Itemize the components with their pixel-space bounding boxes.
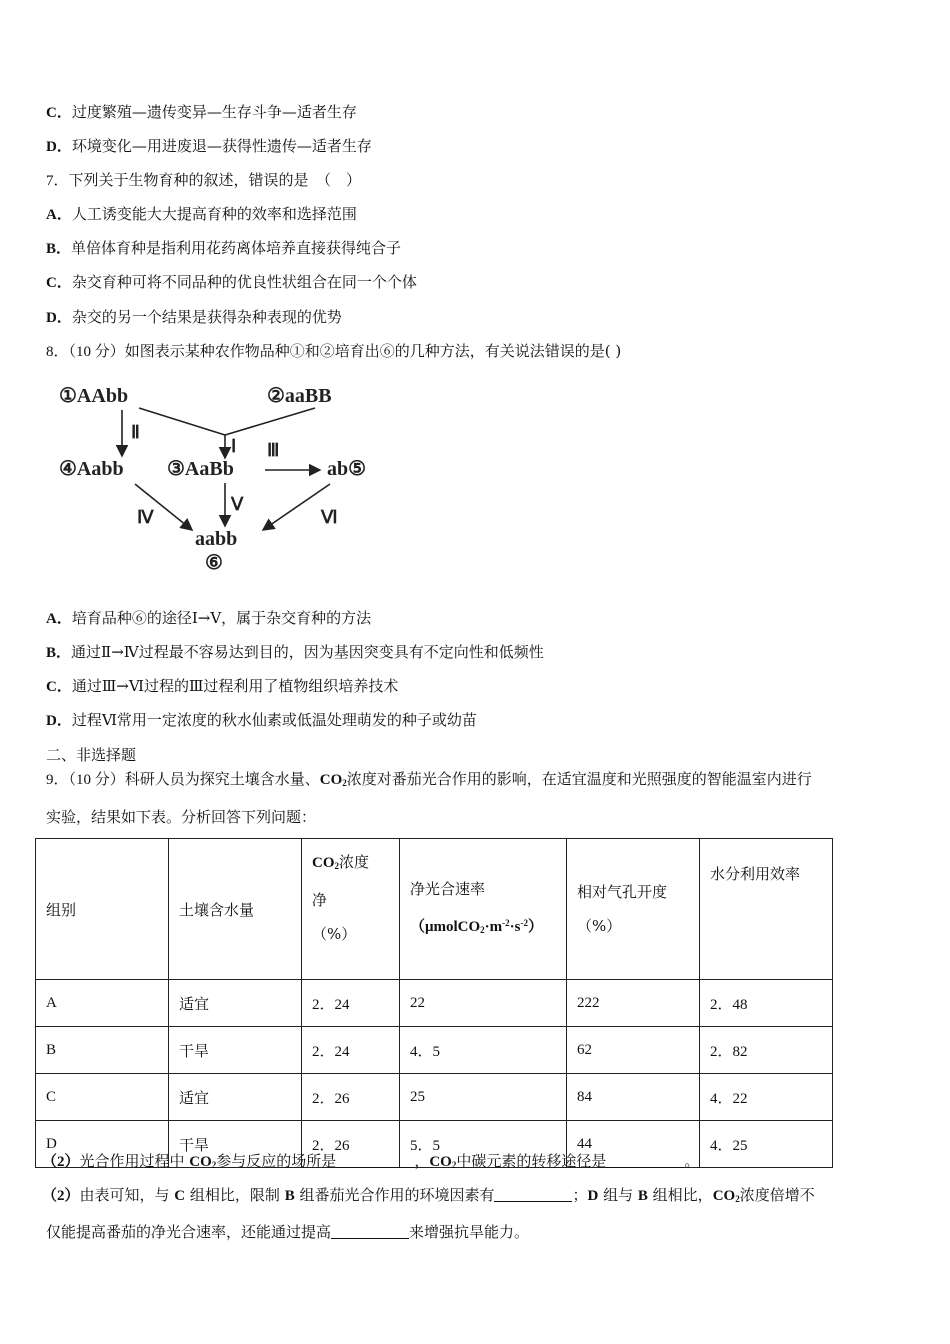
co2-subscript: 2 [451,1160,457,1170]
text: 。 [684,1152,700,1170]
answer-blank[interactable] [331,1224,409,1239]
option-text: 过程Ⅵ常用一定浓度的秋水仙素或低温处理萌发的种子或幼苗 [71,711,477,729]
header-water-use-efficiency: 水分利用效率 [700,839,833,980]
cell-co2: 2．24 [302,1027,400,1074]
co2-formula: CO [429,1154,452,1170]
subquestion-number: （2） [42,1188,80,1204]
unit-text: ） [528,918,544,935]
unit-text: ·m [484,918,503,935]
stem-text: 浓度对番茄光合作用的影响，在适宜温度和光照强度的智能温室内进行 [346,770,812,788]
question-score: （10 分） [68,772,125,788]
header-text: （%） [577,917,622,935]
option-letter: A． [46,611,72,627]
q8-option-a [46,608,371,629]
q7-stem [46,170,361,191]
section-title: 二、非选择题 [46,746,137,764]
q9-subquestion-1 [42,1151,699,1175]
cell-co2: 2．24 [302,980,400,1027]
node-2: ②aaBB [267,385,332,407]
option-text: 单倍体育种是指利用花药离体培养直接获得纯合子 [71,239,402,257]
text: 组与 [598,1186,638,1204]
node-6: aabb [195,528,238,550]
cell-soil: 适宜 [169,1074,302,1121]
unit-sub: 2 [480,924,485,935]
option-text: 杂交的另一个结果是获得杂种表现的优势 [71,308,342,326]
text: 参与反应的场所是 [216,1152,337,1170]
option-letter: A． [46,207,72,223]
q7-option-b [46,238,401,259]
option-letter: D． [46,310,72,326]
q8-option-c [46,676,398,697]
subquestion-number: （2） [42,1154,80,1170]
q7-option-c [46,272,417,293]
answer-blank[interactable] [494,1187,572,1202]
q8-stem [46,341,621,362]
option-letter: D． [46,713,72,729]
option-letter: C． [46,105,72,121]
option-letter: C． [46,275,72,291]
option-letter: D． [46,139,72,155]
node-5: ab⑤ [327,458,367,480]
cell-rate: 4．5 [400,1027,567,1074]
co2-subscript: 2 [342,778,347,788]
option-text: 杂交育种可将不同品种的优良性状组合在同一个个体 [71,273,417,291]
question-text: 如图表示某种农作物品种①和②培育出⑥的几种方法，有关说法错误的是( ) [124,342,622,360]
cell-soil: 干旱 [169,1121,302,1168]
cell-rate: 5．5 [400,1121,567,1168]
node-3: ③AaBb [167,458,234,480]
cell-wue: 4．22 [700,1074,833,1121]
co2-subscript: 2 [735,1194,740,1204]
question-number: 9． [46,772,69,788]
co2-subscript: 2 [334,861,339,871]
header-unit [410,906,556,947]
q6-option-c [46,102,357,123]
unit-sup: -2 [520,917,529,928]
text: 光合作用过程中 [79,1152,190,1170]
text: ； [572,1186,588,1204]
co2-formula: CO [312,855,335,871]
q8-option-d [46,710,477,731]
cell-wue: 2．82 [700,1027,833,1074]
question-number: 7． [46,173,69,189]
group-label: C [174,1188,186,1204]
header-soil-water: 土壤含水量 [169,839,302,980]
cell-stomata: 44 [567,1121,700,1168]
q9-subquestion-2-line2 [46,1222,529,1242]
header-text: 净光合速率 [410,879,486,898]
text: 中碳元素的转移途径是 [456,1152,607,1170]
text: 由表可知，与 [79,1186,175,1204]
edge-label-VI: Ⅵ [321,507,338,527]
header-text: 相对气孔开度 [577,883,668,901]
cell-group: A [36,980,169,1027]
q9-stem-line1 [46,769,812,793]
node-1: ①AAbb [59,385,129,407]
option-letter: C． [46,679,72,695]
q7-option-a [46,204,357,225]
cell-stomata: 222 [567,980,700,1027]
edge-label-II: Ⅱ [131,422,140,442]
cell-wue: 2．48 [700,980,833,1027]
option-text: 通过Ⅱ→Ⅳ过程最不容易达到目的，因为基因突变具有不定向性和低频性 [71,643,544,661]
option-letter: B． [46,645,72,661]
header-co2 [302,839,400,980]
unit-sup: -2 [502,917,510,928]
edge-label-IV: Ⅳ [137,507,154,527]
option-text: 人工诱变能大大提高育种的效率和选择范围 [71,205,357,223]
option-text: 环境变化—用进废退—获得性遗传—适者生存 [71,137,372,155]
results-table [35,838,833,1168]
header-text: 净 [312,891,328,909]
table-row [36,980,833,1027]
answer-blank[interactable] [606,1153,684,1168]
header-net-photosynthesis [400,839,567,980]
text: 浓度倍增不 [739,1186,815,1204]
cell-rate: 22 [400,980,567,1027]
cell-stomata: 84 [567,1074,700,1121]
edge-label-V: Ⅴ [231,494,244,514]
edge-label-I: Ⅰ [231,436,237,456]
stem-text: 科研人员为探究土壤含水量、 [124,770,320,788]
co2-formula: CO [189,1154,212,1170]
header-stomatal-opening [567,839,700,980]
breeding-diagram [55,378,385,573]
text: 来增强抗旱能力。 [409,1223,530,1241]
node-4: ④Aabb [59,458,124,480]
q9-subquestion-2 [42,1185,815,1209]
text: 组相比， [647,1186,713,1204]
cell-soil: 适宜 [169,980,302,1027]
group-label: B [637,1188,648,1204]
option-text: 通过Ⅲ→Ⅵ过程的Ⅲ过程利用了植物组织培养技术 [71,677,399,695]
co2-formula: CO [712,1188,736,1204]
edge-label-III: Ⅲ [267,440,280,460]
cell-soil: 干旱 [169,1027,302,1074]
cell-stomata: 62 [567,1027,700,1074]
text: 组相比，限制 [185,1186,285,1204]
cell-co2: 2．26 [302,1121,400,1168]
question-text: 下列关于生物育种的叙述，错误的是 （ ） [68,171,362,189]
co2-formula: CO [319,772,343,788]
cell-rate: 25 [400,1074,567,1121]
table-row [36,1027,833,1074]
q9-stem-line2: 实验，结果如下表。分析回答下列问题： [46,808,317,826]
question-score: （10 分） [68,344,125,360]
table-row [36,1074,833,1121]
text: ， [414,1152,430,1170]
text: 组番茄光合作用的环境因素有 [294,1186,495,1204]
q6-option-d [46,136,372,157]
header-text: （%） [312,925,357,943]
text: 仅能提高番茄的净光合速率，还能通过提高 [46,1223,332,1241]
header-text: 浓度 [339,853,370,871]
cell-group: C [36,1074,169,1121]
cell-co2: 2．26 [302,1074,400,1121]
q7-option-d [46,307,342,328]
group-label: B [284,1188,295,1204]
table-header-row [36,839,833,980]
option-letter: B． [46,241,72,257]
question-number: 8． [46,344,69,360]
cell-wue: 4．25 [700,1121,833,1168]
unit-text: ·s [509,918,521,935]
cell-group: D [36,1121,169,1168]
header-group: 组别 [36,839,169,980]
answer-blank[interactable] [336,1153,414,1168]
option-text: 培育品种⑥的途径Ⅰ→Ⅴ，属于杂交育种的方法 [71,609,372,627]
unit-text: （μmolCO [410,918,481,935]
q8-option-b [46,642,544,663]
co2-subscript: 2 [211,1160,217,1170]
node-6-label: ⑥ [205,552,223,573]
option-text: 过度繁殖—遗传变异—生存斗争—适者生存 [71,103,357,121]
group-label: D [587,1188,599,1204]
cell-group: B [36,1027,169,1074]
